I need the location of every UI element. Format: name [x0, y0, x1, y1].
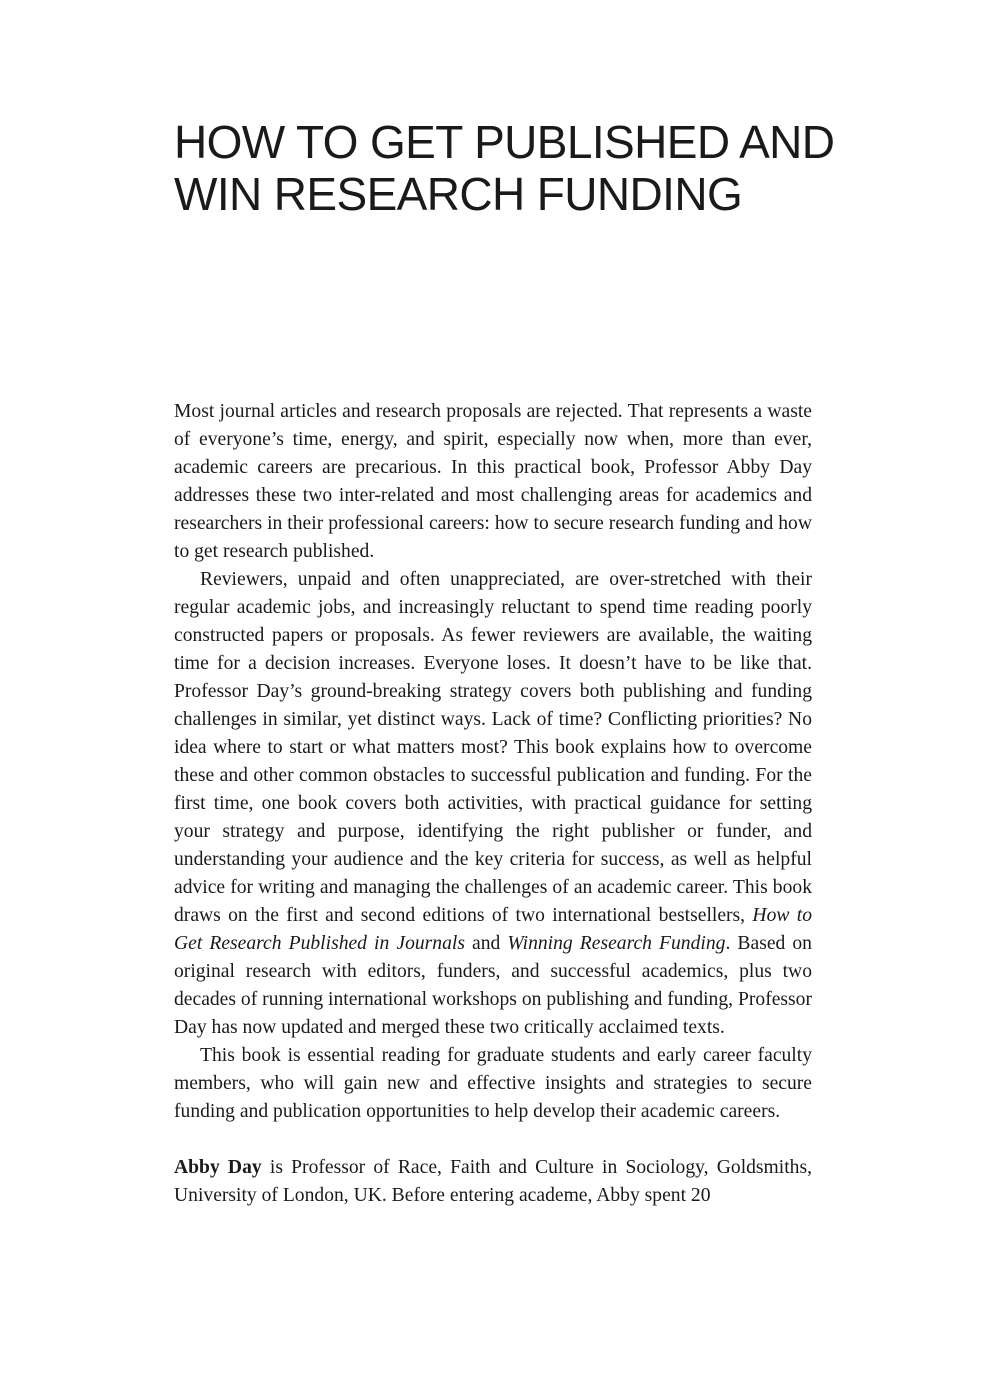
author-bio — [174, 1154, 812, 1210]
book-title — [174, 116, 834, 220]
description-paragraph-2-continued: . Based on original research with editors, funders, and successful academics, plus two decades of running international workshops on publishing and funding, Professor Day has now updated and merged these two critically acclaimed texts. — [174, 933, 812, 1038]
conjunction-text: and — [472, 933, 501, 954]
book-description — [174, 398, 812, 1210]
author-bio-text: is Professor of Race, Faith and Culture in Sociology, Goldsmiths, University of London, UK. Before entering academe, Abby spent 20 — [174, 1157, 813, 1206]
book-title-line-1: HOW TO GET PUBLISHED AND — [174, 116, 835, 168]
book-title-reference-1: How to Get Research Published in Journals — [174, 905, 812, 954]
book-title-line-2: WIN RESEARCH FUNDING — [174, 168, 743, 220]
book-title-reference-2: Winning Research Funding — [507, 933, 726, 954]
description-paragraph-1: Most journal articles and research proposals are rejected. That represents a waste of everyone’s time, energy, and spirit, especially now when, more than ever, academic careers are precarious. In this practical book, Professor Abby Day addresses these two inter-related and most challenging areas for academics and researchers in their professional careers: how to secure research funding and how to get research published. — [174, 401, 812, 562]
description-paragraph-2-text: Reviewers, unpaid and often unappreciated, are over-stretched with their regular academic jobs, and increasingly reluctant to spend time reading poorly constructed papers or proposals. As fewer reviewers are available, the waiting time for a decision increases. Everyone loses. It doesn’t have to be like that. Professor Day’s ground-breaking strategy covers both publishing and funding challenges in similar, yet distinct ways. Lack of time? Conflicting priorities? No idea where to start or what matters most? This book explains how to overcome these and other common obstacles to successful publication and funding. For the first time, one book covers both activities, with practical guidance for setting your strategy and purpose, identifying the right publisher or funder, and understanding your audience and the key criteria for success, as well as helpful advice for writing and managing the challenges of an academic career. This book draws on the first and second editions of two international bestsellers, — [174, 569, 812, 926]
author-name: Abby Day — [174, 1157, 262, 1178]
description-paragraph-3: This book is essential reading for graduate students and early career faculty members, who will gain new and effective insights and strategies to secure funding and publication opportunities to help develop their academic careers. — [174, 1045, 812, 1122]
description-paragraph-2 — [174, 566, 812, 1042]
